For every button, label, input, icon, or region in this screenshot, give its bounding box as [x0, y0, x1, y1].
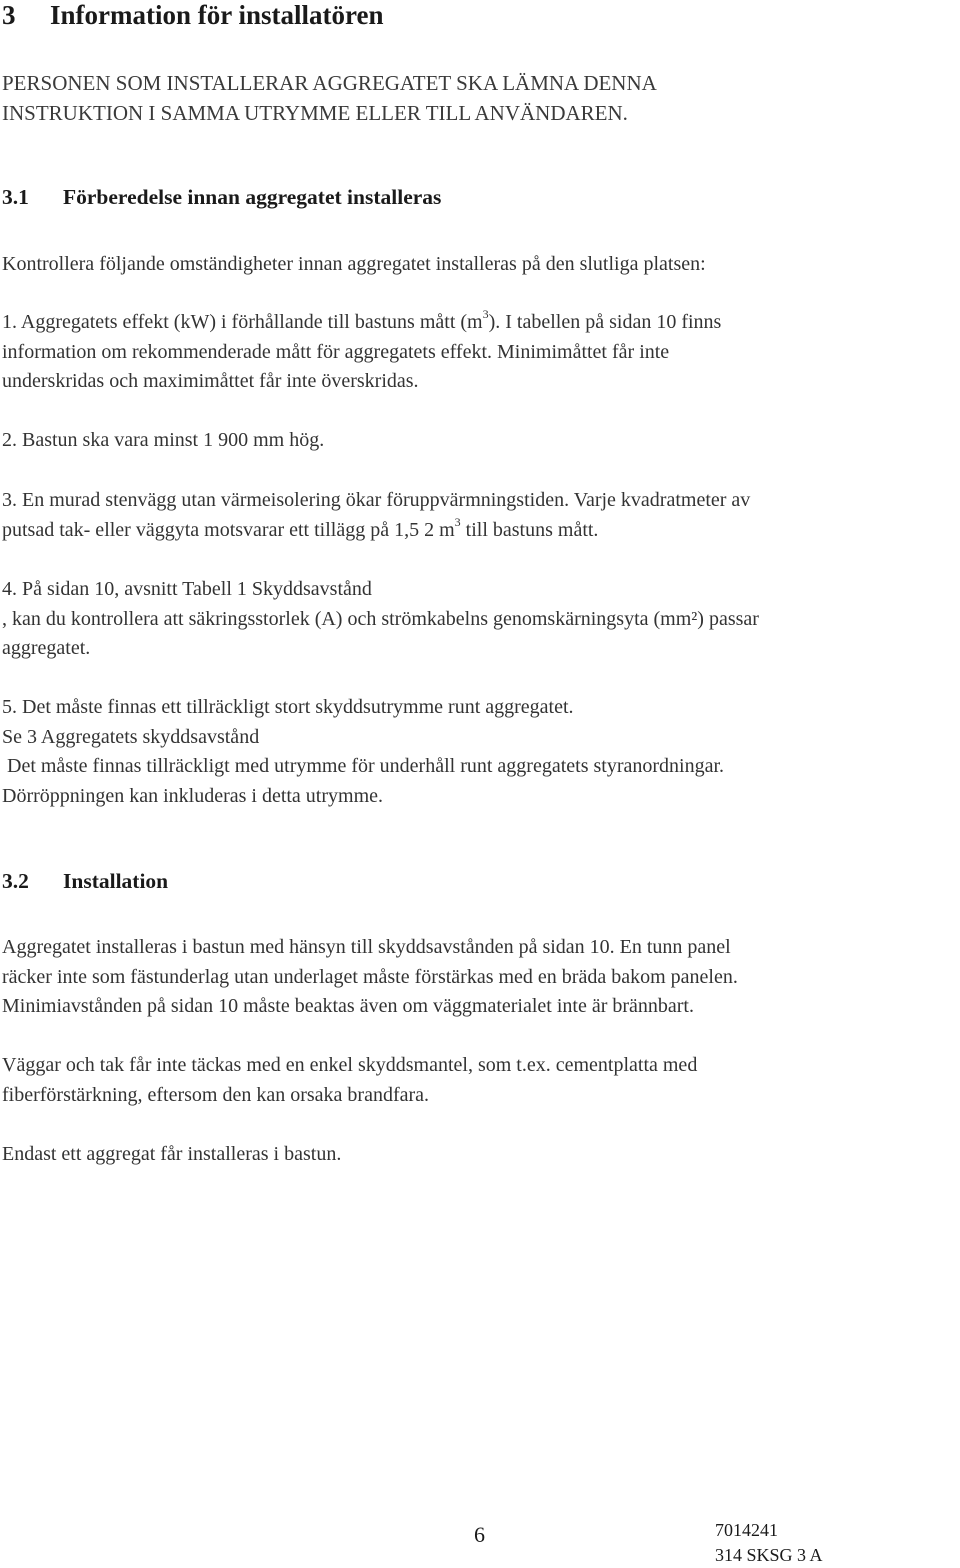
- text-line: [2, 308, 960, 338]
- text-line: Aggregatet installeras i bastun med hänsyn till skyddsavstånden på sidan 10. En tunn panel: [2, 936, 731, 958]
- text-line: fiberförstärkning, eftersom den kan orsaka brandfara.: [2, 1083, 430, 1106]
- text-line: underskridas och maximimåttet får inte överskridas.: [2, 370, 419, 392]
- superscript: 3: [482, 307, 489, 322]
- text-line: Dörröppningen kan inkluderas i detta utrymme.: [2, 784, 384, 807]
- text-run: till bastuns mått.: [460, 518, 599, 541]
- text-line: Det måste finnas tillräckligt med utrymme för underhåll runt aggregatets styranordningar.: [2, 755, 725, 777]
- section-number: 3: [2, 0, 16, 30]
- text-line: information om rekommenderade mått för aggregatets effekt. Minimimåttet får inte: [2, 340, 670, 363]
- text-line: Väggar och tak får inte täckas med en enkel skyddsmantel, som t.ex. cementplatta med: [2, 1054, 698, 1076]
- installation-paragraph-2: [2, 1051, 960, 1110]
- text-line: räcker inte som fästunderlag utan underlaget måste förstärkas med en bräda bakom panelen.: [2, 965, 738, 988]
- text-line: 5. Det måste finnas ett tillräckligt stort skyddsutrymme runt aggregatet.: [2, 696, 574, 718]
- cross-reference-line: Se 3 Aggregatets skyddsavstånd: [2, 725, 260, 748]
- notice-line: PERSONEN SOM INSTALLERAR AGGREGATET SKA LÄMNA DENNA: [2, 71, 657, 95]
- section-title: Installation: [63, 869, 169, 893]
- text-run: ). I tabellen på sidan 10 finns: [488, 311, 722, 333]
- page-number: 6: [474, 1522, 485, 1547]
- text-line: [2, 516, 960, 546]
- document-code: 314 SKSG 3 A: [715, 1545, 823, 1565]
- installation-paragraph-1: [2, 933, 960, 1022]
- text-line: 3. En murad stenvägg utan värmeisolering ökar föruppvärmningstiden. Varje kvadratmeter av: [2, 489, 751, 511]
- installation-paragraph-3: Endast ett aggregat får installeras i bastun.: [2, 1143, 342, 1165]
- notice-line: INSTRUKTION I SAMMA UTRYMME ELLER TILL ANVÄNDAREN.: [2, 101, 628, 125]
- section-3-2-heading: [2, 866, 168, 896]
- section-3-heading: [2, 0, 384, 30]
- text-line: Minimiavstånden på sidan 10 måste beaktas även om väggmaterialet inte är brännbart.: [2, 995, 694, 1017]
- section-number: 3.2: [2, 869, 29, 893]
- intro-paragraph: Kontrollera följande omständigheter innan aggregatet installeras på den slutliga platsen:: [2, 253, 706, 275]
- text-line: , kan du kontrollera att säkringsstorlek (A) och strömkabelns genomskärningsyta (mm²) passar: [2, 607, 759, 630]
- checklist-item-3: [2, 486, 960, 545]
- checklist-item-4: [2, 575, 960, 664]
- section-3-1-heading: [2, 182, 441, 212]
- document-number: 7014241: [715, 1520, 778, 1540]
- section-title: Information för installatören: [50, 0, 384, 30]
- section-title: Förberedelse innan aggregatet installeras: [63, 185, 442, 209]
- text-line: aggregatet.: [2, 637, 91, 659]
- checklist-item-5: [2, 693, 960, 811]
- text-run: putsad tak- eller väggyta motsvarar ett tillägg på 1,5 2 m: [2, 518, 455, 541]
- text-line: 4. På sidan 10, avsnitt Tabell 1 Skyddsavstånd: [2, 578, 372, 600]
- document-reference: [715, 1518, 823, 1568]
- installer-notice: [2, 68, 902, 128]
- checklist-item-1: [2, 308, 960, 397]
- checklist-item-2: 2. Bastun ska vara minst 1 900 mm hög.: [2, 429, 325, 451]
- section-number: 3.1: [2, 185, 29, 209]
- text-run: 1. Aggregatets effekt (kW) i förhållande till bastuns mått (m: [2, 311, 483, 333]
- superscript: 3: [454, 514, 461, 529]
